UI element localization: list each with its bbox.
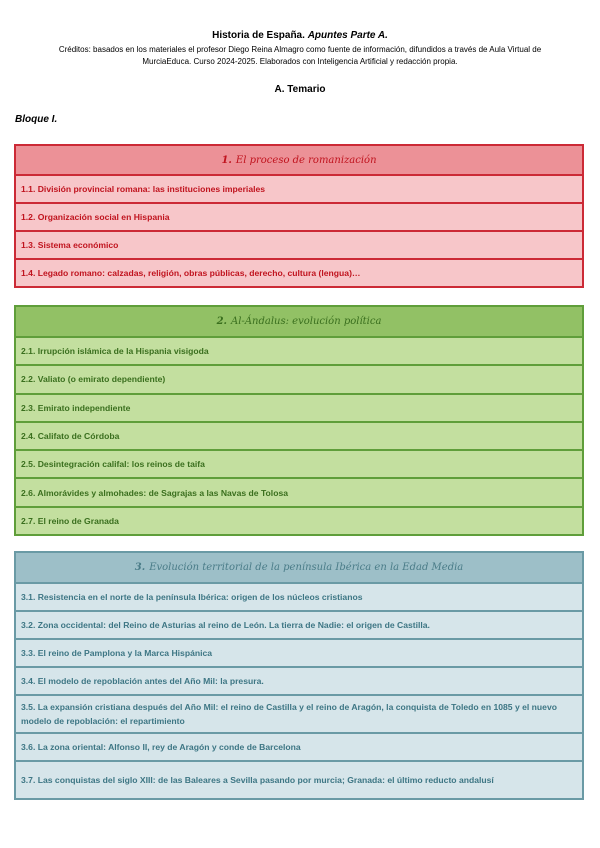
title-subtitle: Apuntes Parte A. [307, 30, 388, 41]
topic-number: 2. [216, 316, 228, 327]
topic-table-1 [14, 144, 584, 288]
topic-item: 3.2. Zona occidental: del Reino de Asturias al reino de León. La tierra de Nadie: el origen de Castilla. [16, 612, 582, 638]
topic-header [16, 307, 582, 336]
topic-item: 1.1. División provincial romana: las instituciones imperiales [16, 176, 582, 202]
topic-header [16, 553, 582, 582]
topic-item: 1.3. Sistema económico [16, 232, 582, 258]
topic-item: 3.4. El modelo de repoblación antes del Año Mil: la presura. [16, 668, 582, 694]
credits-text: Créditos: basados en los materiales el profesor Diego Reina Almagro como fuente de información, difundidos a través de Aula Virtual de MurciaEduca. Curso 2024-2025. Elaborados con Inteligencia Artificial y redacción propia. [58, 45, 542, 66]
topic-number: 1. [221, 154, 232, 166]
topic-number: 3. [134, 562, 146, 573]
topic-item: 3.5. La expansión cristiana después del Año Mil: el reino de Castilla y el reino de Aragón, la conquista de Toledo en 1085 y el nuevo modelo de repoblación: el repartimiento [16, 696, 582, 732]
topic-item: 1.4. Legado romano: calzadas, religión, obras públicas, derecho, cultura (lengua)… [16, 260, 582, 286]
title-main: Historia de España. [212, 30, 305, 41]
topic-item: 2.6. Almorávides y almohades: de Sagrajas a las Navas de Tolosa [16, 479, 582, 505]
block-label: Bloque I. [15, 114, 58, 125]
topic-item: 2.3. Emirato independiente [16, 395, 582, 421]
document-title [0, 30, 600, 41]
topic-item: 3.1. Resistencia en el norte de la península Ibérica: origen de los núcleos cristianos [16, 584, 582, 610]
topic-table-2 [14, 305, 584, 536]
topic-title: Evolución territorial de la península Ibérica en la Edad Media [149, 562, 464, 573]
topic-item: 2.5. Desintegración califal: los reinos de taifa [16, 451, 582, 477]
topic-item: 1.2. Organización social en Hispania [16, 204, 582, 230]
topic-item: 2.1. Irrupción islámica de la Hispania visigoda [16, 338, 582, 364]
topic-item: 3.7. Las conquistas del siglo XIII: de las Baleares a Sevilla pasando por murcia; Granada: el último reducto andalusí [16, 762, 582, 798]
topic-title: Al-Ándalus: evolución política [231, 316, 382, 327]
topic-item: 2.2. Valiato (o emirato dependiente) [16, 366, 582, 392]
topic-item: 2.7. El reino de Granada [16, 508, 582, 534]
topic-item: 3.6. La zona oriental: Alfonso II, rey de Aragón y conde de Barcelona [16, 734, 582, 760]
topic-table-3 [14, 551, 584, 800]
section-heading: A. Temario [274, 84, 326, 95]
topic-item: 3.3. El reino de Pamplona y la Marca Hispánica [16, 640, 582, 666]
topic-item: 2.4. Califato de Córdoba [16, 423, 582, 449]
topic-header [16, 146, 582, 174]
topic-title: El proceso de romanización [235, 154, 377, 166]
